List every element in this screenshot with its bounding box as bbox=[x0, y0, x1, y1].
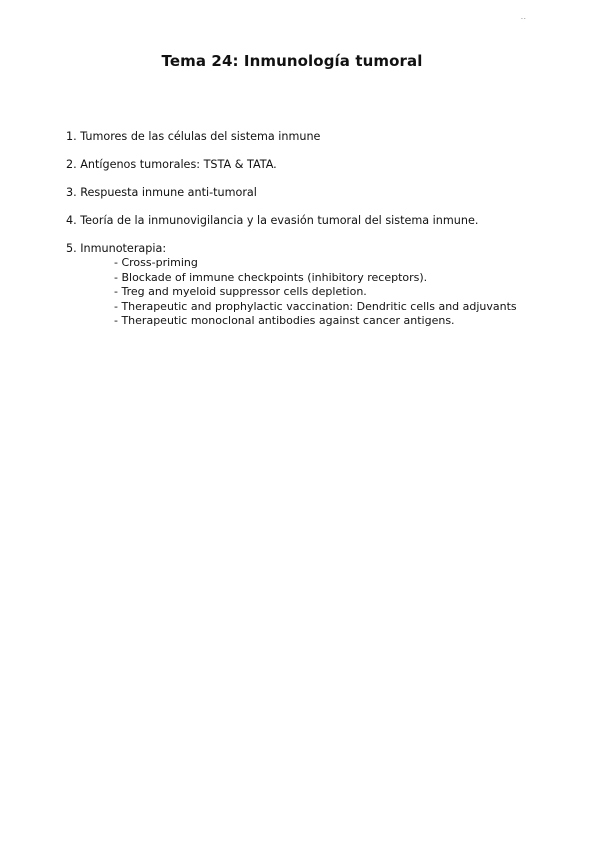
sublist-item-cross-priming: - Cross-priming bbox=[114, 256, 198, 269]
document-title: Tema 24: Inmunología tumoral bbox=[161, 52, 423, 70]
topic-outline bbox=[66, 129, 546, 342]
sublist-item-vaccination: - Therapeutic and prophylactic vaccination: Dendritic cells and adjuvants bbox=[114, 299, 517, 313]
outline-item-5 bbox=[66, 241, 546, 329]
outline-item-3: 3. Respuesta inmune anti-tumoral bbox=[66, 186, 257, 199]
outline-item-2: 2. Antígenos tumorales: TSTA & TATA. bbox=[66, 158, 277, 171]
page-corner-mark: .. bbox=[521, 14, 527, 21]
sublist-item-monoclonal-antibodies: - Therapeutic monoclonal antibodies against cancer antigens. bbox=[114, 314, 455, 327]
sublist-item-treg-depletion: - Treg and myeloid suppressor cells depletion. bbox=[114, 285, 367, 298]
outline-item-5-label: 5. Inmunoterapia: bbox=[66, 242, 167, 255]
outline-item-4: 4. Teoría de la inmunovigilancia y la evasión tumoral del sistema inmune. bbox=[66, 214, 479, 227]
immunotherapy-sublist bbox=[66, 256, 546, 329]
outline-item-1: 1. Tumores de las células del sistema inmune bbox=[66, 130, 321, 143]
sublist-item-checkpoint-blockade: - Blockade of immune checkpoints (inhibitory receptors). bbox=[114, 270, 428, 284]
